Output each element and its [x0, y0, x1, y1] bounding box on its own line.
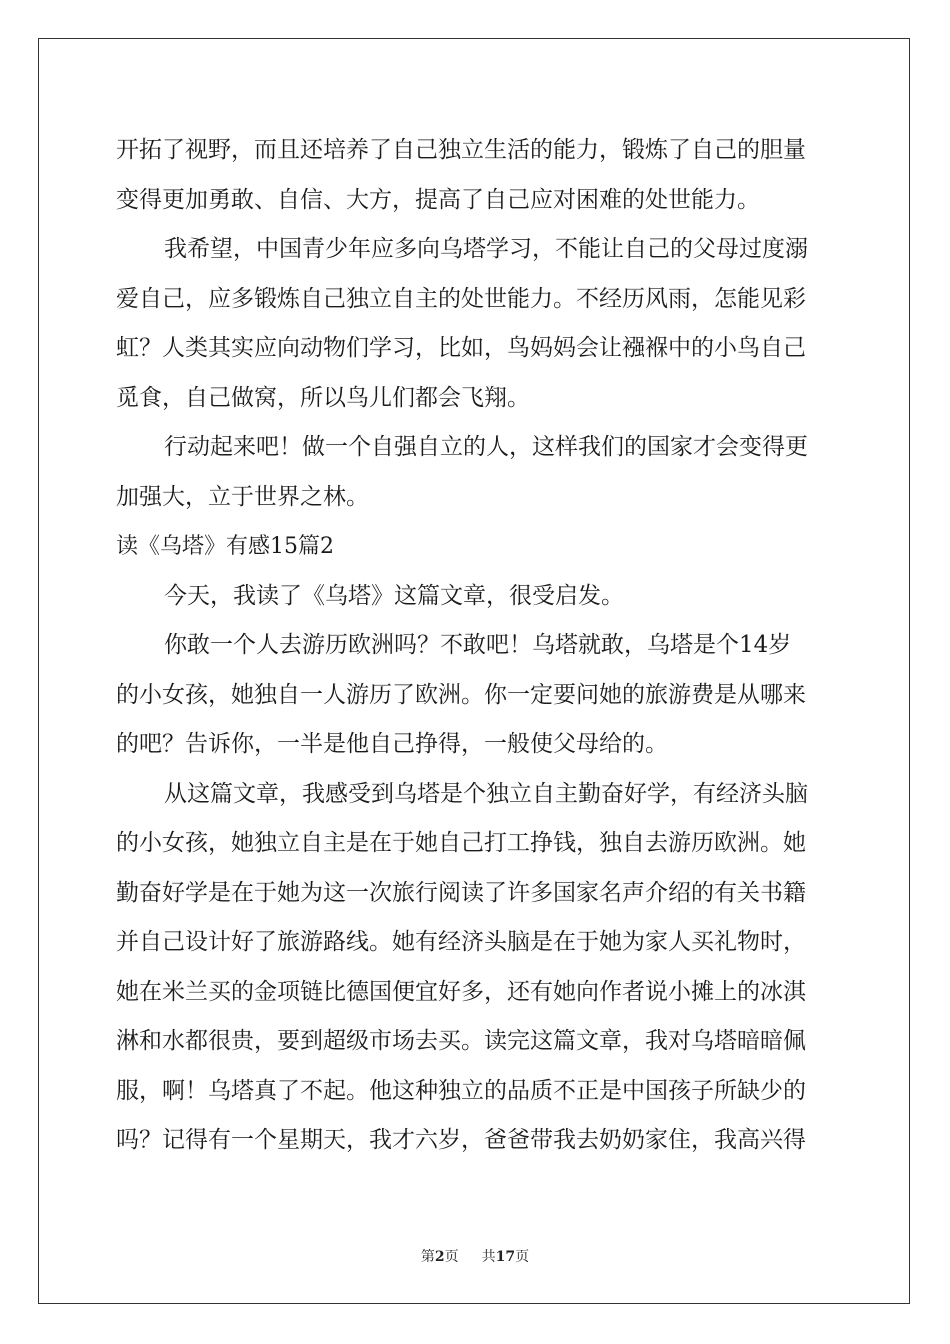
document-body	[116, 126, 836, 1166]
text-line: 的小女孩，她独自一人游历了欧洲。你一定要问她的旅游费是从哪来	[116, 681, 806, 708]
text-line: 觅食，自己做窝，所以鸟儿们都会飞翔。	[116, 384, 530, 411]
text-line: 她在米兰买的金项链比德国便宜好多，还有她向作者说小摊上的冰淇	[116, 978, 806, 1005]
paragraph-start-line: 我希望，中国青少年应多向乌塔学习，不能让自己的父母过度溺	[164, 236, 808, 262]
text-line: 开拓了视野，而且还培养了自己独立生活的能力，锻炼了自己的胆量	[116, 137, 806, 163]
page-total-label: 共17页	[481, 1249, 530, 1265]
text-line: 的吧？告诉你，一半是他自己挣得，一般使父母给的。	[116, 731, 668, 757]
paragraph-start-line: 今天，我读了《乌塔》这篇文章，很受启发。	[164, 582, 624, 609]
text-line: 吗？记得有一个星期天，我才六岁，爸爸带我去奶奶家住，我高兴得	[116, 1127, 806, 1153]
text-line: 勤奋好学是在于她为这一次旅行阅读了许多国家名声介绍的有关书籍	[116, 879, 806, 906]
text-line: 爱自己，应多锻炼自己独立自主的处世能力。不经历风雨，怎能见彩	[116, 285, 806, 312]
paragraph-start-line: 从这篇文章，我感受到乌塔是个独立自主勤奋好学，有经济头脑	[164, 780, 808, 807]
paragraph-start-line: 行动起来吧！做一个自强自立的人，这样我们的国家才会变得更	[164, 434, 808, 460]
page-number-label: 第2页	[420, 1249, 459, 1265]
paragraph-start-line: 你敢一个人去游历欧洲吗？不敢吧！乌塔就敢，乌塔是个14岁	[164, 632, 792, 658]
text-line: 并自己设计好了旅游路线。她有经济头脑是在于她为家人买礼物时，	[116, 929, 806, 955]
page-footer	[0, 1247, 950, 1267]
text-line: 的小女孩，她独立自主是在于她自己打工挣钱，独自去游历欧洲。她	[116, 830, 806, 856]
text-line: 加强大，立于世界之林。	[116, 483, 369, 510]
text-line: 虹？人类其实应向动物们学习，比如，鸟妈妈会让襁褓中的小鸟自己	[116, 335, 806, 361]
text-line: 变得更加勇敢、自信、大方，提高了自己应对困难的处世能力。	[116, 186, 760, 213]
section-heading: 读《乌塔》有感15篇2	[116, 534, 334, 559]
text-line: 服，啊！乌塔真了不起。他这种独立的品质不正是中国孩子所缺少的	[116, 1077, 806, 1104]
text-line: 淋和水都很贵，要到超级市场去买。读完这篇文章，我对乌塔暗暗佩	[116, 1028, 806, 1054]
